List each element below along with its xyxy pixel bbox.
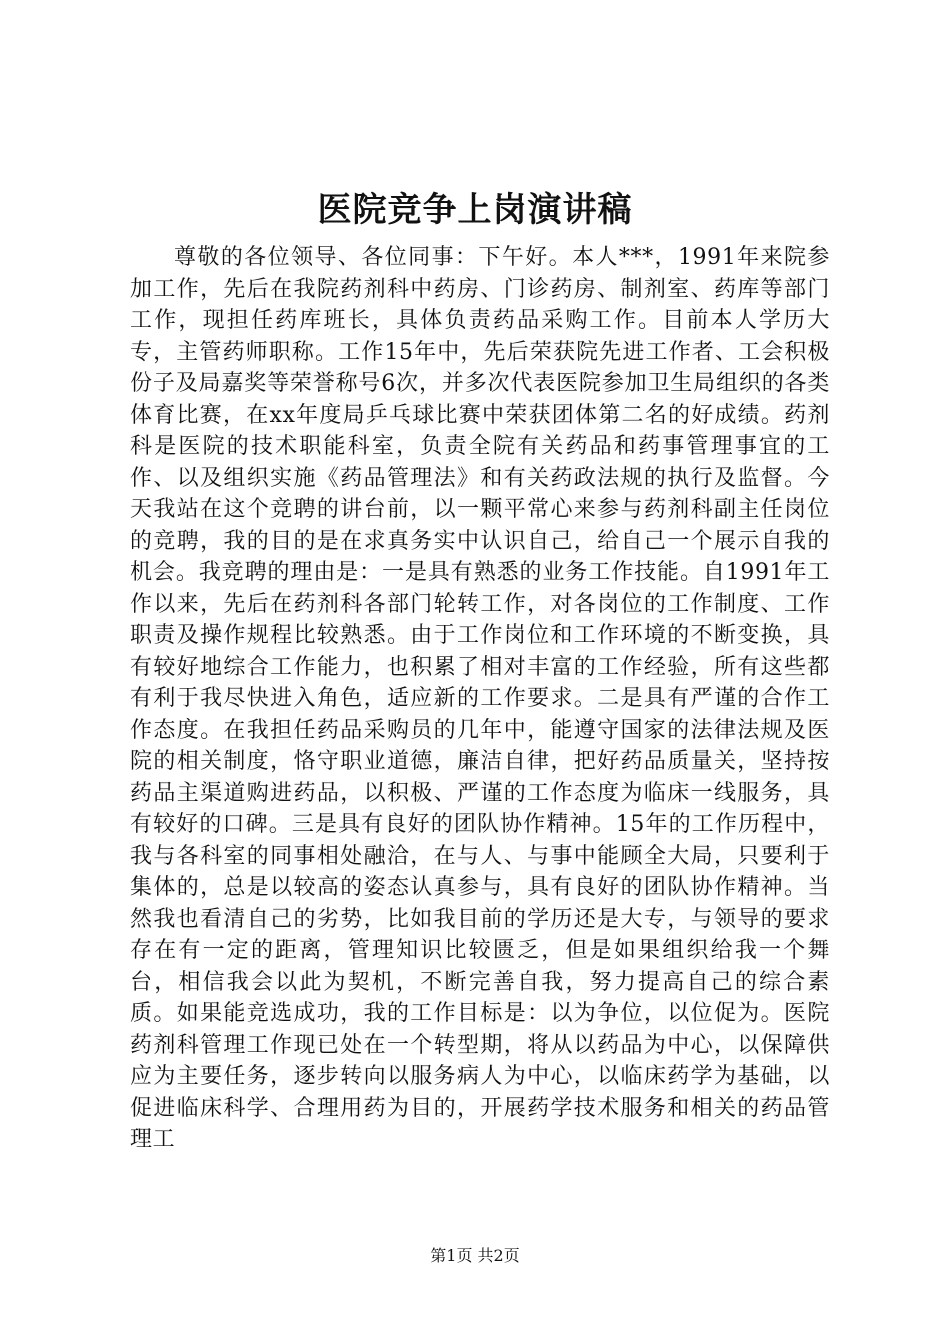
document-title: 医院竞争上岗演讲稿 [317, 190, 633, 230]
page-number-footer: 第1页 共2页 [430, 1246, 520, 1265]
document-body-paragraph: 尊敬的各位领导、各位同事：下午好。本人***，1991年来院参加工作，先后在我院药剂科中药房、门诊药房、制剂室、药库等部门工作，现担任药库班长，具体负责药品采购工作。目前本人学历大专，主管药师职称。工作15年中，先后荣获院先进工作者、工会积极份子及局嘉奖等荣誉称号6次，并多次代表医院参加卫生局组织的各类体育比赛，在xx年度局乒乓球比赛中荣获团体第二名的好成绩。药剂科是医院的技术职能科室，负责全院有关药品和药事管理事宜的工作、以及组织实施《药品管理法》和有关药政法规的执行及监督。今天我站在这个竞聘的讲台前，以一颗平常心来参与药剂科副主任岗位的竞聘，我的目的是在求真务实中认识自己，给自己一个展示自我的机会。我竞聘的理由是：一是具有熟悉的业务工作技能。自1991年工作以来，先后在药剂科各部门轮转工作，对各岗位的工作制度、工作职责及操作规程比较熟悉。由于工作岗位和工作环境的不断变换，具有较好地综合工作能力，也积累了相对丰富的工作经验，所有这些都有利于我尽快进入角色，适应新的工作要求。二是具有严谨的合作工作态度。在我担任药品采购员的几年中，能遵守国家的法律法规及医院的相关制度，恪守职业道德，廉洁自律，把好药品质量关，坚持按药品主渠道购进药品，以积极、严谨的工作态度为临床一线服务，具有较好的口碑。三是具有良好的团队协作精神。15年的工作历程中，我与各科室的同事相处融洽，在与人、与事中能顾全大局，只要利于集体的，总是以较高的姿态认真参与，具有良好的团队协作精神。当然我也看清自己的劣势，比如我目前的学历还是大专，与领导的要求存在有一定的距离，管理知识比较匮乏，但是如果组织给我一个舞台，相信我会以此为契机，不断完善自我，努力提高自己的综合素质。如果能竞选成功，我的工作目标是：以为争位，以位促为。医院药剂科管理工作现已处在一个转型期，将从以药品为中心，以保障供应为主要任务，逐步转向以服务病人为中心，以临床药学为基础，以促进临床科学、合理用药为目的，开展药学技术服务和相关的药品管理工 [130, 245, 830, 1152]
